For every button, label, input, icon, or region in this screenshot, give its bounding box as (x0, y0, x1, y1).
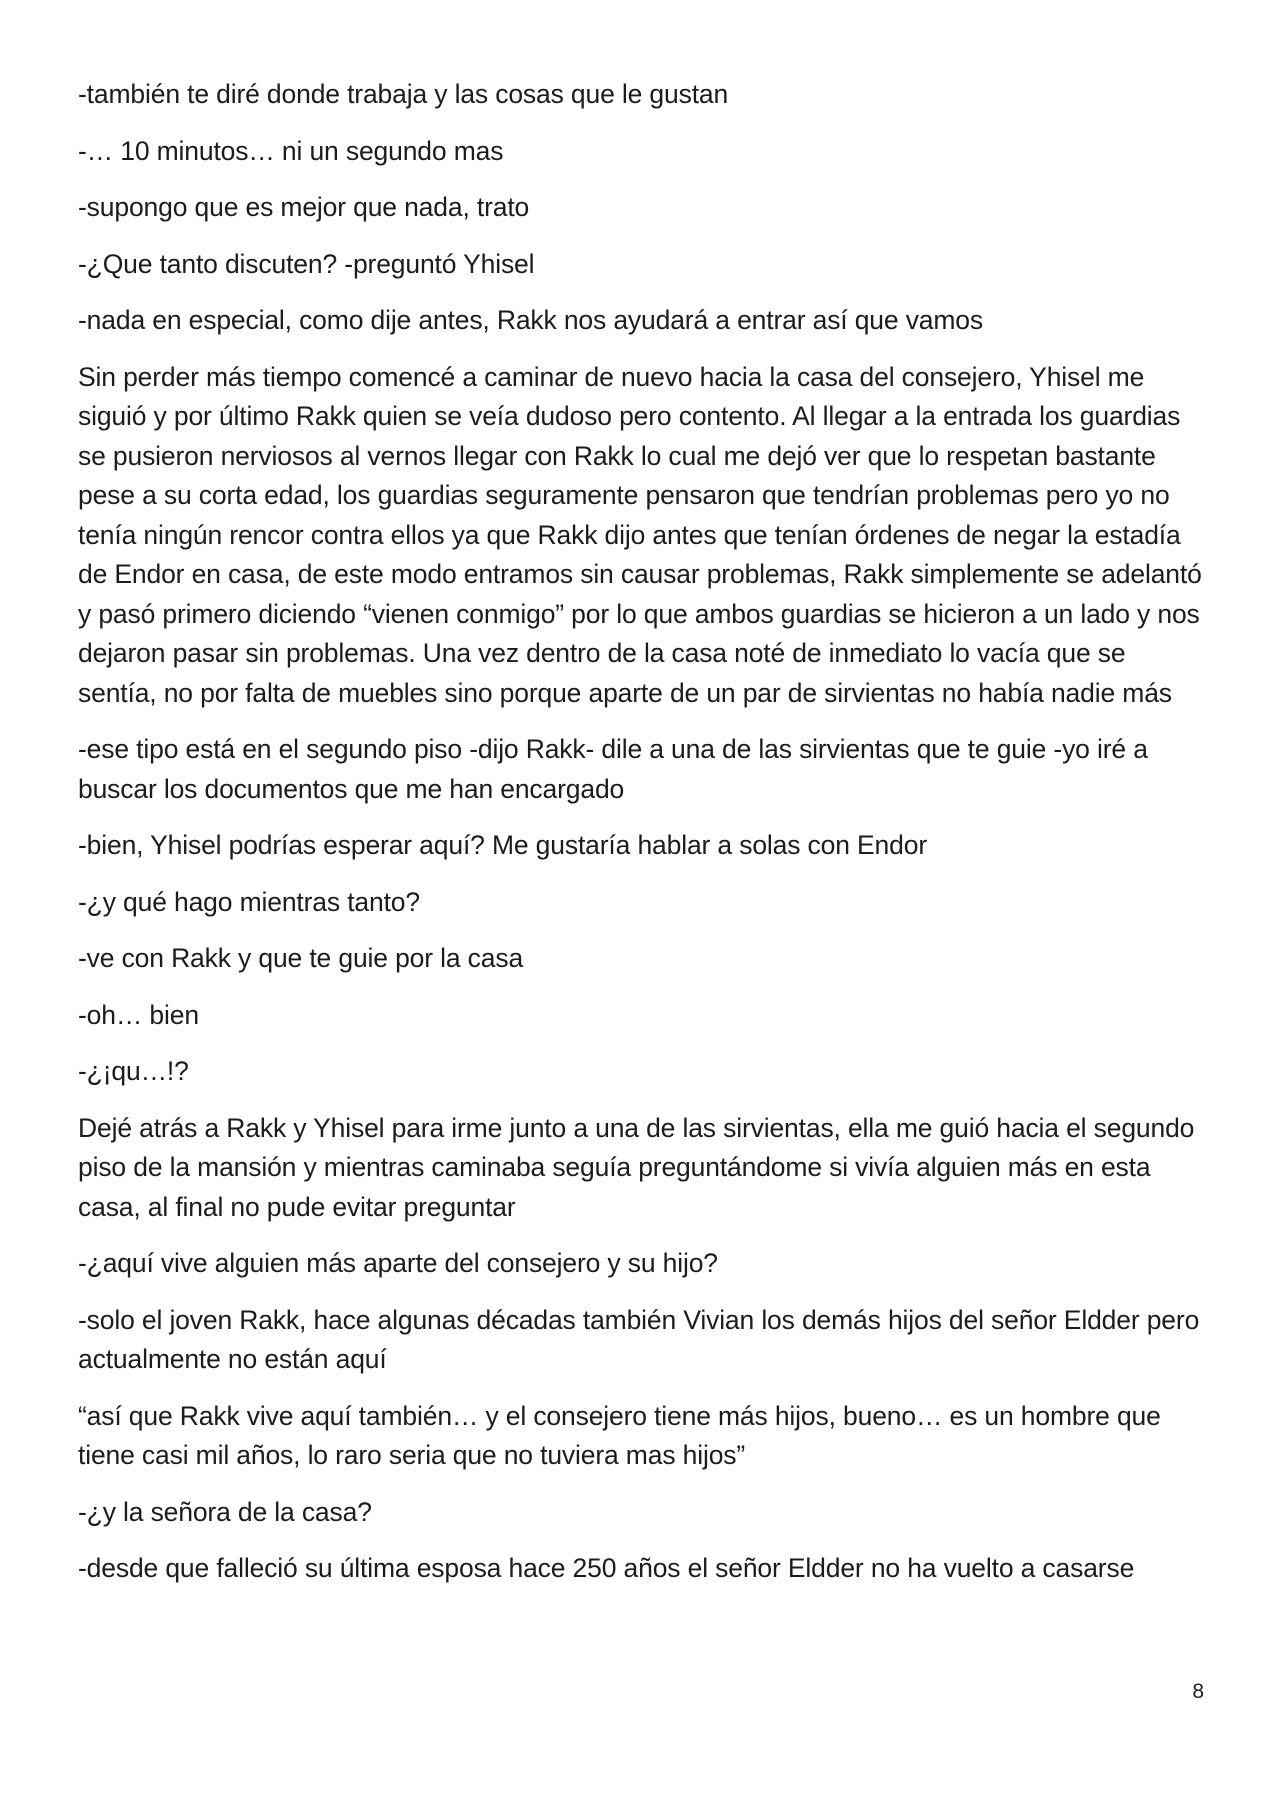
paragraph: -¿aquí vive alguien más aparte del consejero y su hijo? (78, 1248, 718, 1278)
paragraph: -¿y la señora de la casa? (78, 1496, 372, 1527)
paragraph: -desde que falleció su última esposa hace 250 años el señor Eldder no ha vuelto a casarse (78, 1553, 1135, 1583)
paragraph: Dejé atrás a Rakk y Yhisel para irme junto a una de las sirvientas, ella me guió hacia el segundo piso de la mansión y mientras caminaba seguía preguntándome si vivía alguien más en esta casa, al final no pude evitar preguntar (78, 1112, 1195, 1222)
paragraph: -nada en especial, como dije antes, Rakk nos ayudará a entrar así que vamos (78, 305, 983, 335)
paragraph: -¿Que tanto discuten? -preguntó Yhisel (78, 248, 535, 279)
paragraph: -supongo que es mejor que nada, trato (78, 192, 530, 222)
paragraph: -oh… bien (78, 999, 199, 1030)
paragraph: -¿y qué hago mientras tanto? (78, 886, 420, 917)
paragraph: “así que Rakk vive aquí también… y el consejero tiene más hijos, bueno… es un hombre que tiene casi mil años, lo raro seria que no tuviera mas hijos” (78, 1400, 1161, 1470)
page-number: 8 (1192, 1680, 1204, 1703)
paragraph: -… 10 minutos… ni un segundo mas (78, 135, 504, 166)
paragraph: -ve con Rakk y que te guie por la casa (78, 943, 524, 973)
paragraph: -solo el joven Rakk, hace algunas décadas también Vivian los demás hijos del señor Eldder pero actualmente no están aquí (78, 1304, 1200, 1374)
paragraph: -¿¡qu…!? (78, 1056, 189, 1086)
page-body (78, 75, 1203, 1606)
paragraph: -ese tipo está en el segundo piso -dijo Rakk- dile a una de las sirvientas que te guie -yo iré a buscar los documentos que me han encargado (78, 734, 1148, 804)
paragraph: Sin perder más tiempo comencé a caminar de nuevo hacia la casa del consejero, Yhisel me siguió y por último Rakk quien se veía dudoso pero contento. Al llegar a la entrada los guardias se pusieron nerviosos al vernos llegar con Rakk lo cual me dejó ver que lo respetan bastante pese a su corta edad, los guardias seguramente pensaron que tendrían problemas pero yo no tenía ningún rencor contra ellos ya que Rakk dijo antes que tenían órdenes de negar la estadía de Endor en casa, de este modo entramos sin causar problemas, Rakk simplemente se adelantó y pasó primero diciendo “vienen conmigo” por lo que ambos guardias se hicieron a un lado y nos dejaron pasar sin problemas. Una vez dentro de la casa noté de inmediato lo vacía que se sentía, no por falta de muebles sino porque aparte de un par de sirvientas no había nadie más (78, 361, 1202, 708)
paragraph: -también te diré donde trabaja y las cosas que le gustan (78, 79, 729, 109)
paragraph: -bien, Yhisel podrías esperar aquí? Me gustaría hablar a solas con Endor (78, 830, 928, 860)
